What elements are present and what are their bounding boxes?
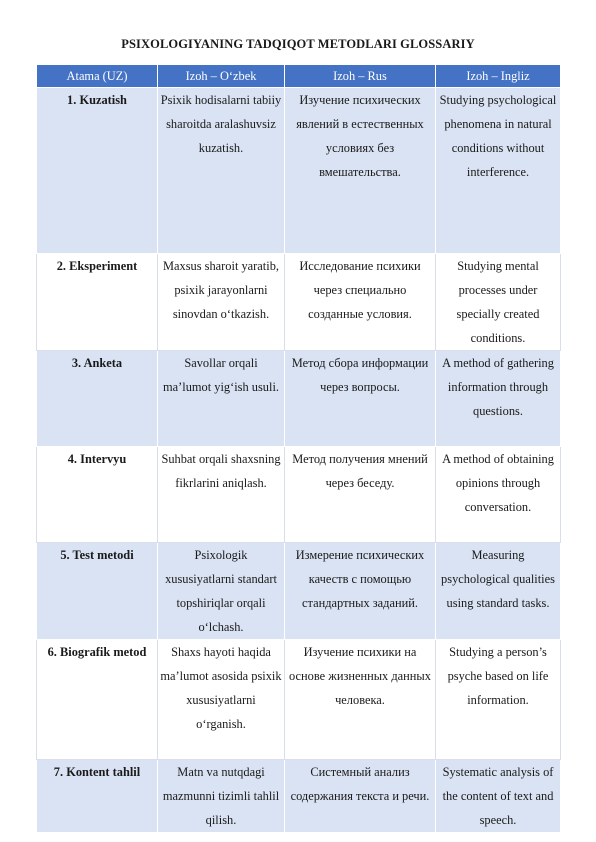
russian-definition-cell: Измерение психических качеств с помощью стандартных заданий. <box>285 543 436 640</box>
english-definition-cell: Systematic analysis of the content of text and speech. <box>436 760 561 833</box>
table-row <box>37 254 561 351</box>
document-title: PSIXOLOGIYANING TADQIQOT METODLARI GLOSSARIY <box>121 37 475 51</box>
table-row <box>37 543 561 640</box>
russian-definition-cell: Изучение психических явлений в естественных условиях без вмешательства. <box>285 88 436 254</box>
column-header-term: Atama (UZ) <box>37 65 158 88</box>
russian-definition-cell: Исследование психики через специально созданные условия. <box>285 254 436 351</box>
column-header-russian: Izoh – Rus <box>285 65 436 88</box>
table-row <box>37 351 561 447</box>
header-row <box>37 65 561 88</box>
table-row <box>37 447 561 543</box>
uzbek-definition-cell: Psixologik xususiyatlarni standart topshiriqlar orqali o‘lchash. <box>158 543 285 640</box>
uzbek-definition-cell: Savollar orqali ma’lumot yig‘ish usuli. <box>158 351 285 447</box>
english-definition-cell: Measuring psychological qualities using standard tasks. <box>436 543 561 640</box>
term-cell: 3. Anketa <box>37 351 158 447</box>
english-definition-cell: A method of gathering information through questions. <box>436 351 561 447</box>
uzbek-definition-cell: Shaxs hayoti haqida ma’lumot asosida psixik xususiyatlarni o‘rganish. <box>158 640 285 760</box>
uzbek-definition-cell: Psixik hodisalarni tabiiy sharoitda aralashuvsiz kuzatish. <box>158 88 285 254</box>
russian-definition-cell: Системный анализ содержания текста и речи. <box>285 760 436 833</box>
term-cell: 4. Intervyu <box>37 447 158 543</box>
english-definition-cell: Studying a person’s psyche based on life information. <box>436 640 561 760</box>
column-header-english: Izoh – Ingliz <box>436 65 561 88</box>
term-cell: 7. Kontent tahlil <box>37 760 158 833</box>
term-cell: 1. Kuzatish <box>37 88 158 254</box>
russian-definition-cell: Метод получения мнений через беседу. <box>285 447 436 543</box>
uzbek-definition-cell: Maxsus sharoit yaratib, psixik jarayonlarni sinovdan o‘tkazish. <box>158 254 285 351</box>
russian-definition-cell: Метод сбора информации через вопросы. <box>285 351 436 447</box>
table-body <box>37 88 561 833</box>
table-row <box>37 88 561 254</box>
english-definition-cell: Studying mental processes under specially created conditions. <box>436 254 561 351</box>
uzbek-definition-cell: Matn va nutqdagi mazmunni tizimli tahlil qilish. <box>158 760 285 833</box>
table-row <box>37 760 561 833</box>
english-definition-cell: A method of obtaining opinions through conversation. <box>436 447 561 543</box>
term-cell: 2. Eksperiment <box>37 254 158 351</box>
glossary-table <box>36 64 561 833</box>
term-cell: 5. Test metodi <box>37 543 158 640</box>
table-row <box>37 640 561 760</box>
english-definition-cell: Studying psychological phenomena in natural conditions without interference. <box>436 88 561 254</box>
term-cell: 6. Biografik metod <box>37 640 158 760</box>
russian-definition-cell: Изучение психики на основе жизненных данных человека. <box>285 640 436 760</box>
uzbek-definition-cell: Suhbat orqali shaxsning fikrlarini aniqlash. <box>158 447 285 543</box>
column-header-uzbek: Izoh – O‘zbek <box>158 65 285 88</box>
table-header <box>37 65 561 88</box>
